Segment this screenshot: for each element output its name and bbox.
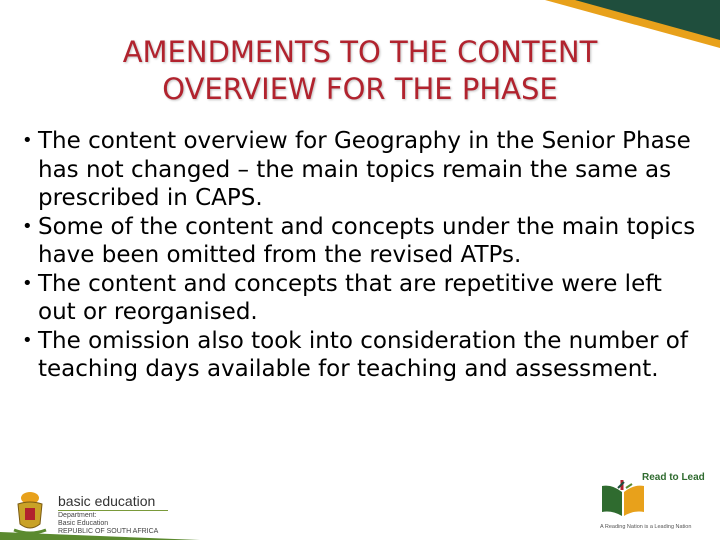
bullet-text: The omission also took into consideration the number of teaching days available for teaching and assessment.: [38, 327, 688, 382]
brand-name: basic education: [58, 493, 156, 509]
read-to-lead-label: Read to Lead: [642, 472, 705, 483]
coat-of-arms-icon: [12, 490, 48, 534]
bullet-item: [22, 127, 702, 213]
department-line: Basic Education: [58, 520, 109, 527]
bullet-text: The content overview for Geography in the Senior Phase has not changed – the main topics remain the same as prescribed in CAPS.: [38, 128, 691, 211]
book-icon: [598, 476, 648, 522]
department-line: Department:: [58, 512, 97, 519]
bullet-item: [22, 213, 702, 270]
basic-education-logo: [6, 488, 256, 538]
bullet-text: Some of the content and concepts under the main topics have been omitted from the revised ATPs.: [38, 213, 696, 268]
department-line: REPUBLIC OF SOUTH AFRICA: [58, 528, 159, 535]
bullet-list: [22, 127, 702, 384]
bullet-marker: •: [22, 272, 33, 294]
slide-title-line2: OVERVIEW FOR THE PHASE: [162, 72, 558, 106]
bullet-text: The content and concepts that are repetitive were left out or reorganised.: [38, 270, 662, 325]
department-info: [58, 512, 158, 536]
bullet-marker: •: [22, 130, 33, 151]
bullet-marker: •: [22, 215, 33, 237]
slide-title: [60, 34, 660, 108]
bullet-marker: •: [22, 329, 33, 351]
read-to-lead-logo: [598, 462, 708, 536]
read-to-lead-tagline: A Reading Nation is a Leading Nation: [600, 524, 692, 530]
bullet-item: [22, 327, 702, 384]
bullet-item: [22, 270, 702, 327]
brand-divider: [58, 510, 168, 511]
slide-title-line1: AMENDMENTS TO THE CONTENT: [122, 35, 598, 69]
